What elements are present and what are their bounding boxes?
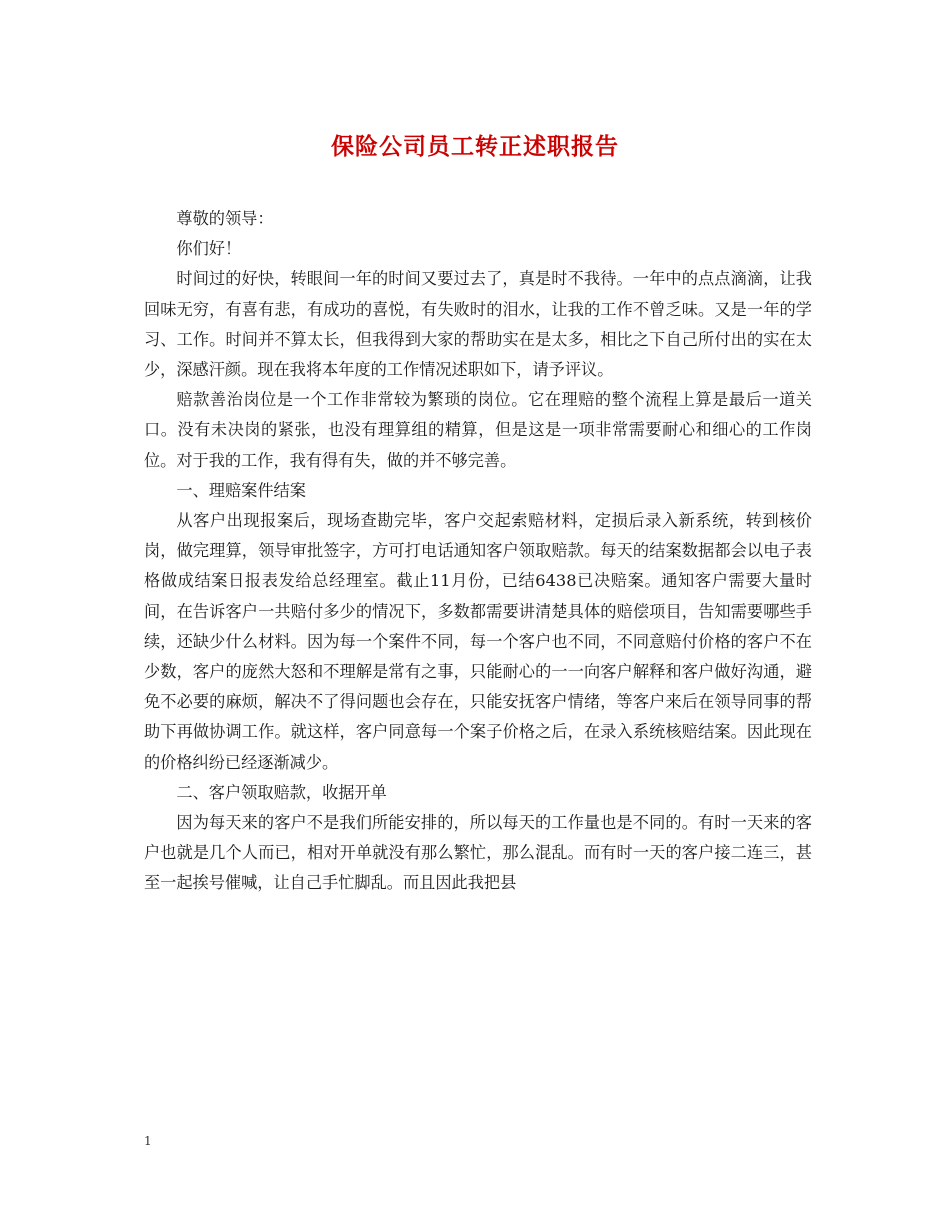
document-title: 保险公司员工转正述职报告 — [331, 133, 619, 160]
section-heading-2: 二、客户领取赔款，收据开单 — [176, 782, 387, 802]
document-body — [144, 204, 812, 899]
paragraph-position: 赔款善治岗位是一个工作非常较为繁琐的岗位。它在理赔的整个流程上算是最后一道关口。没有未决岗的紧张，也没有理算组的精算，但是这是一项非常需要耐心和细心的工作岗位。对于我的工作，我有得有失，做的并不够完善。 — [144, 390, 812, 470]
greeting: 你们好！ — [176, 239, 242, 259]
paragraph-intro: 时间过的好快，转眼间一年的时间又要过去了，真是时不我待。一年中的点点滴滴，让我回味无穷，有喜有悲，有成功的喜悦，有失败时的泪水，让我的工作不曾乏味。又是一年的学习、工作。时间并不算太长，但我得到大家的帮助实在是太多，相比之下自己所付出的实在太少，深感汗颜。现在我将本年度的工作情况述职如下，请予评议。 — [144, 269, 812, 380]
salutation: 尊敬的领导： — [176, 209, 274, 228]
paragraph-section-2: 因为每天来的客户不是我们所能安排的，所以每天的工作量也是不同的。有时一天来的客户也就是几个人而已，相对开单就没有那么繁忙，那么混乱。而有时一天的客户接二连三，甚至一起挨号催喊，让自己手忙脚乱。而且因此我把县 — [144, 813, 812, 893]
section-heading-1: 一、理赔案件结案 — [176, 480, 306, 500]
paragraph-section-1: 从客户出现报案后，现场查勘完毕，客户交起索赔材料，定损后录入新系统，转到核价岗，做完理算，领导审批签字，方可打电话通知客户领取赔款。每天的结案数据都会以电子表格做成结案日报表发给总经理室。截止11月份，已结6438已决赔案。通知客户需要大量时间，在告诉客户一共赔付多少的情况下，多数都需要讲清楚具体的赔偿项目，告知需要哪些手续，还缺少什么材料。因为每一个案件不同，每一个客户也不同，不同意赔付价格的客户不在少数，客户的庞然大怒和不理解是常有之事，只能耐心的一一向客户解释和客户做好沟通，避免不必要的麻烦，解决不了得问题也会存在，只能安抚客户情绪，等客户来后在领导同事的帮助下再做协调工作。就这样，客户同意每一个案子价格之后，在录入系统核赔结案。因此现在的价格纠纷已经逐渐减少。 — [144, 511, 812, 772]
page-number: 1 — [144, 1134, 152, 1148]
